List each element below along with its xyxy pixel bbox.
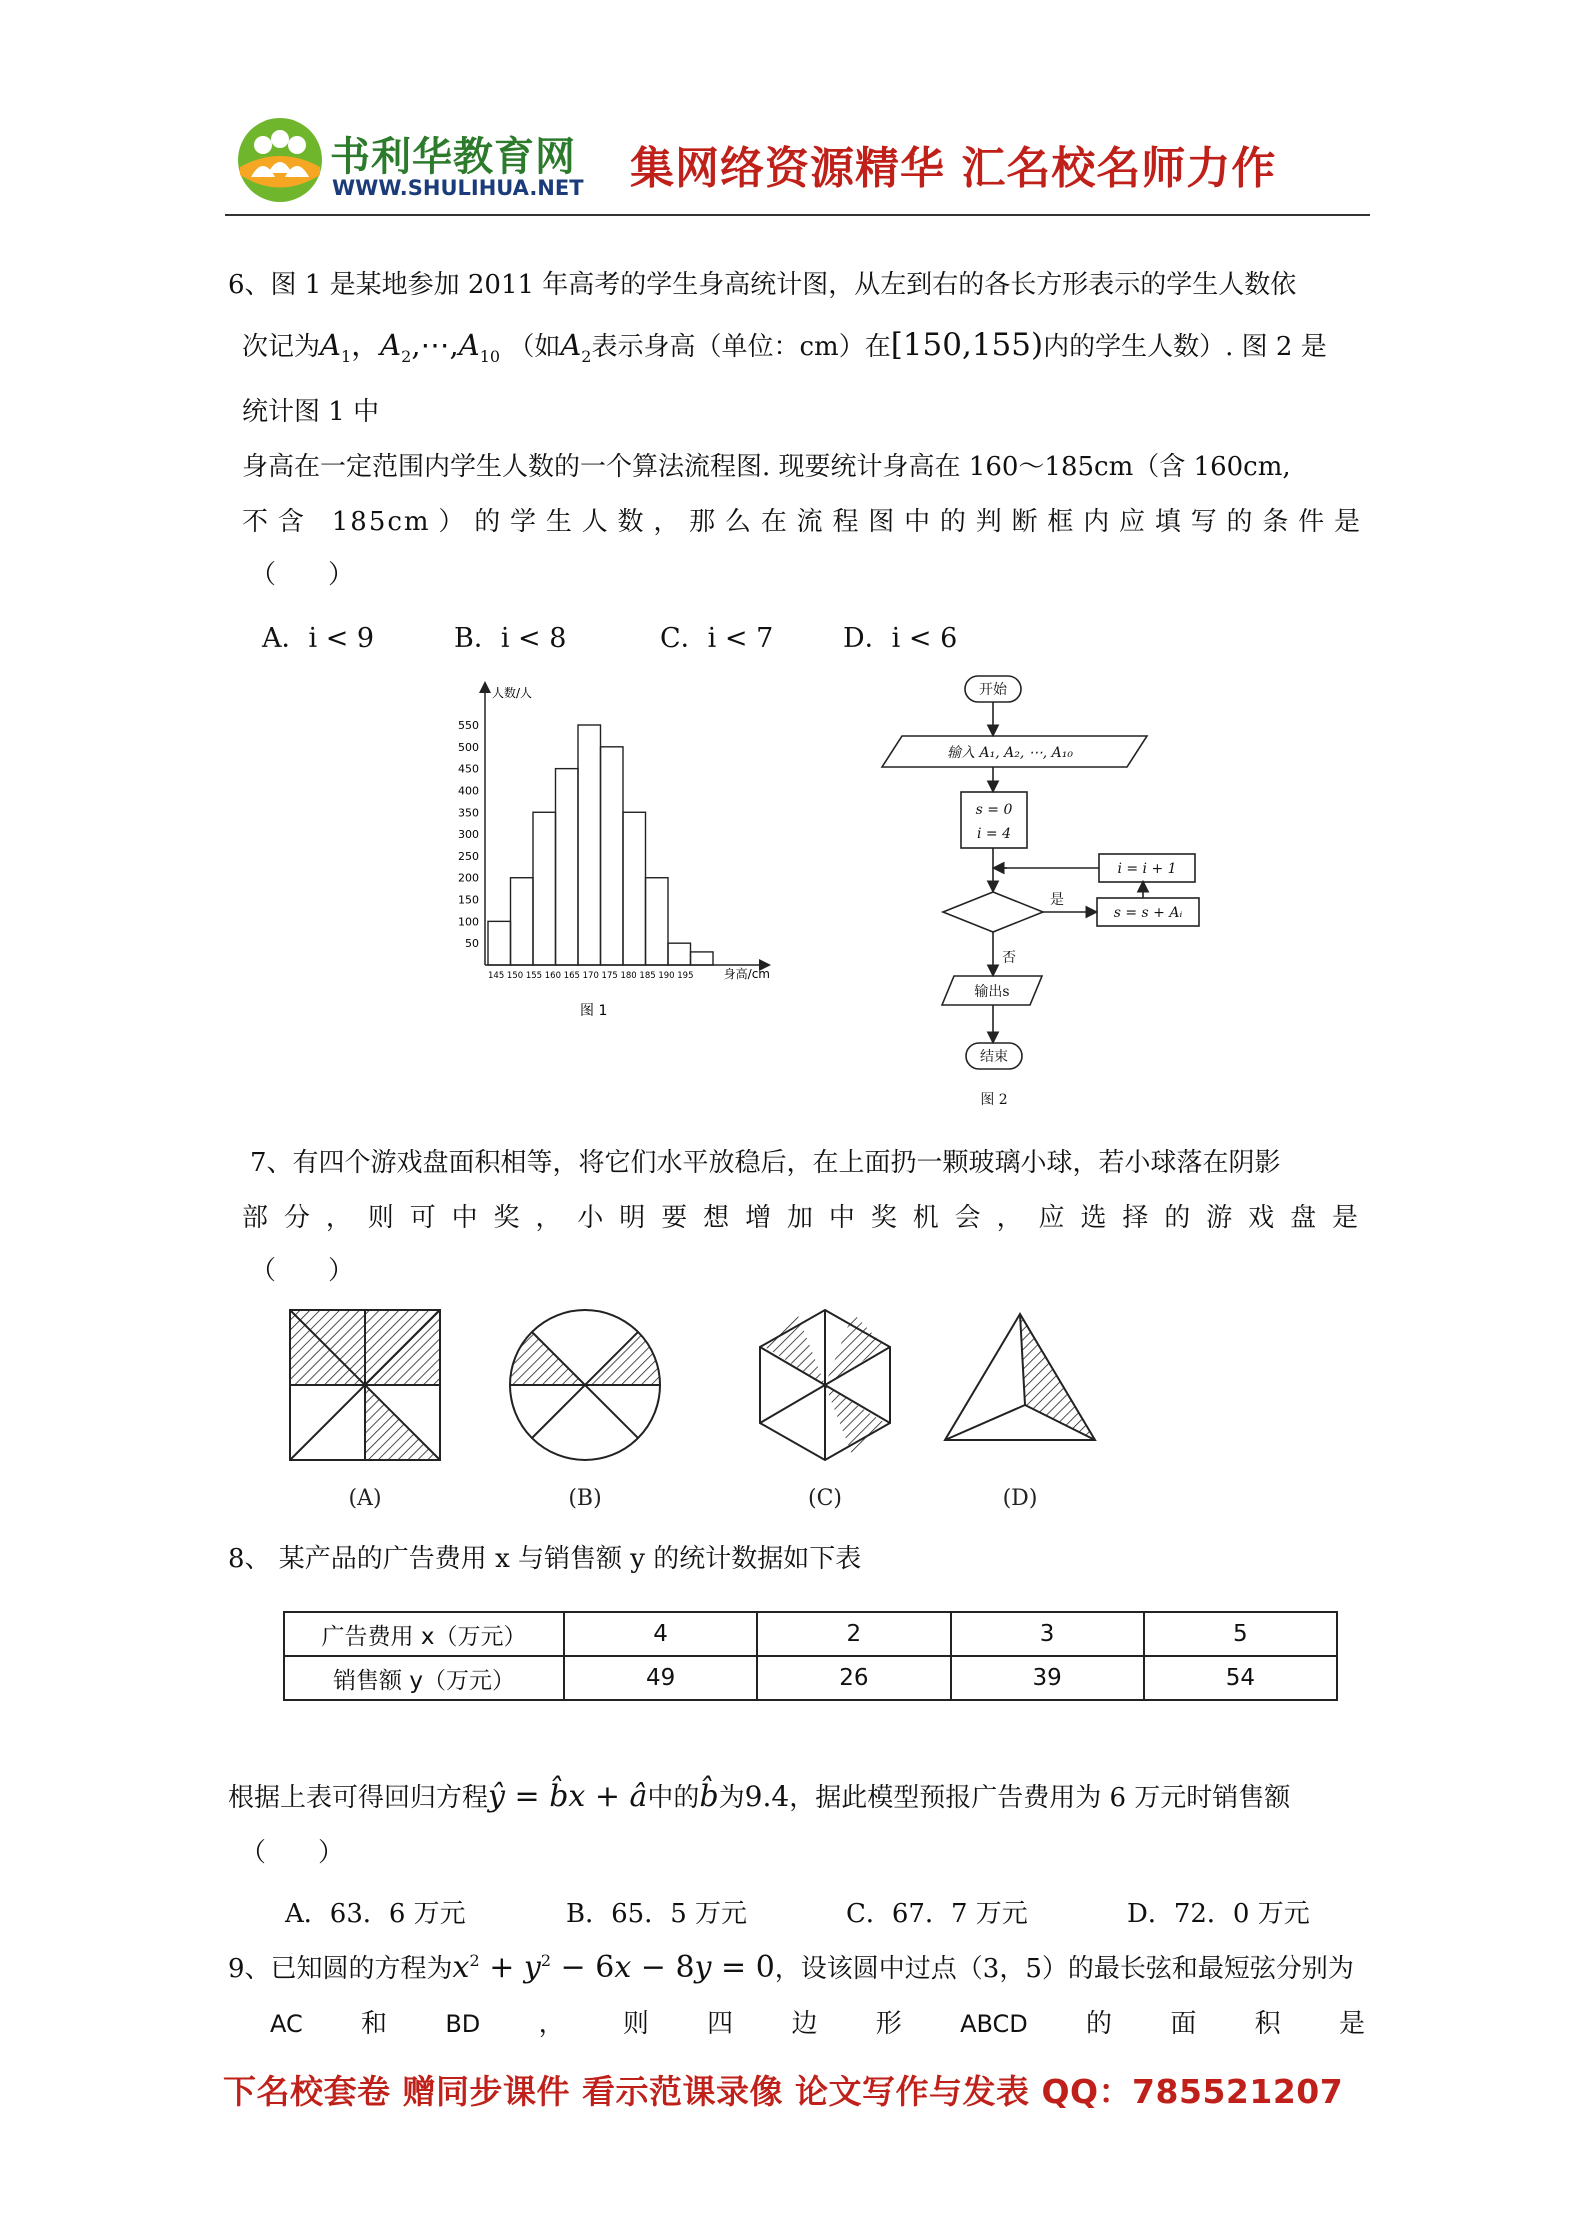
q6-line3: 统计图 1 中 bbox=[242, 397, 380, 427]
figure1-caption: 图 1 bbox=[580, 1003, 608, 1019]
table-cell: 3 bbox=[951, 1612, 1144, 1656]
flow-update-i-text: i = i + 1 bbox=[1117, 861, 1177, 877]
site-url: WWW.SHULIHUA.NET bbox=[332, 176, 584, 200]
y-tick-label: 350 bbox=[458, 806, 479, 820]
table-cell: 49 bbox=[564, 1656, 757, 1700]
histogram-bar bbox=[691, 952, 714, 965]
figure1-histogram bbox=[440, 675, 780, 1035]
y-tick-label: 300 bbox=[458, 828, 479, 842]
flow-no-label: 否 bbox=[1002, 950, 1016, 966]
y-tick-label: 100 bbox=[458, 915, 479, 929]
flow-output-text: 输出s bbox=[974, 984, 1010, 1000]
header-divider bbox=[225, 214, 1370, 216]
q6-line4: 身高在一定范围内学生人数的一个算法流程图. 现要统计身高在 160～185cm（含 160cm, bbox=[242, 452, 1291, 482]
x-axis-label: 身高/cm bbox=[723, 967, 770, 981]
q8-answer-paren: （ ） bbox=[240, 1838, 345, 1868]
y-tick-label: 550 bbox=[458, 719, 479, 732]
site-name: 书利华教育网 bbox=[330, 134, 576, 180]
histogram-bar bbox=[533, 812, 556, 965]
table-cell: 26 bbox=[757, 1656, 950, 1700]
y-tick-label: 400 bbox=[458, 784, 479, 798]
figure2-caption: 图 2 bbox=[980, 1092, 1008, 1108]
histogram-bar bbox=[668, 943, 691, 965]
q9-line2: AC 和 BD ， 则 四 边 形 ABCD 的 面 积 是 bbox=[270, 2009, 1365, 2039]
q6-option-d: D．i < 6 bbox=[843, 623, 958, 654]
table-cell: 39 bbox=[951, 1656, 1144, 1700]
table-cell: 2 bbox=[757, 1612, 950, 1656]
histogram-bar bbox=[511, 878, 534, 965]
histogram-bar bbox=[601, 747, 624, 965]
q8-option-d: D．72．0 万元 bbox=[1127, 1899, 1310, 1929]
y-axis-label: 人数/人 bbox=[492, 686, 533, 700]
q6-option-c: C．i < 7 bbox=[660, 623, 774, 654]
q8-regression-text: 根据上表可得回归方程ŷ = b̂x + â中的b̂为9.4，据此模型预报广告费用为 6 万元时销售额 bbox=[228, 1779, 1291, 1814]
q6-answer-paren: （ ） bbox=[250, 560, 355, 590]
q6-line1: 6、图 1 是某地参加 2011 年高考的学生身高统计图，从左到右的各长方形表示的学生人数依 bbox=[228, 270, 1297, 300]
q7-line2: 部分，则可中奖，小明要想增加中奖机会，应选择的游戏盘是 bbox=[242, 1203, 1362, 1233]
q7-answer-paren: （ ） bbox=[250, 1256, 355, 1286]
header-slogan: 集网络资源精华 汇名校名师力作 bbox=[630, 143, 1277, 194]
y-tick-label: 50 bbox=[465, 937, 479, 951]
y-tick-label: 450 bbox=[458, 762, 479, 776]
table-cell: 54 bbox=[1144, 1656, 1337, 1700]
game-boards-figure bbox=[280, 1300, 1140, 1520]
flow-update-s-text: s = s + Aᵢ bbox=[1113, 905, 1183, 921]
y-tick-label: 500 bbox=[458, 740, 479, 754]
q8-option-b: B．65．5 万元 bbox=[566, 1899, 747, 1929]
flow-input-text: 输入 A₁, A₂, ⋯, A₁₀ bbox=[947, 745, 1073, 761]
histogram-bar bbox=[646, 878, 669, 965]
board-c bbox=[760, 1310, 890, 1460]
q8-line1: 8、 某产品的广告费用 x 与销售额 y 的统计数据如下表 bbox=[228, 1544, 862, 1574]
footer-ad-banner: 下名校套卷 赠同步课件 看示范课录像 论文写作与发表 QQ：785521207 bbox=[223, 2072, 1344, 2111]
x-tick-labels: 145 150 155 160 165 170 175 180 185 190 195 bbox=[488, 971, 694, 981]
q6-line5: 不含 185cm）的学生人数，那么在流程图中的判断框内应填写的条件是 bbox=[242, 507, 1362, 537]
board-d bbox=[945, 1314, 1095, 1440]
table-row bbox=[284, 1656, 1337, 1700]
y-tick-label: 150 bbox=[458, 893, 479, 907]
q7-line1: 7、有四个游戏盘面积相等，将它们水平放稳后，在上面扔一颗玻璃小球，若小球落在阴影 bbox=[250, 1148, 1281, 1178]
board-b bbox=[510, 1310, 660, 1460]
board-d-label: (D) bbox=[1002, 1486, 1038, 1511]
flow-end-text: 结束 bbox=[980, 1049, 1008, 1065]
board-a-label: (A) bbox=[348, 1486, 382, 1511]
flow-decision bbox=[943, 892, 1043, 932]
y-tick-label: 200 bbox=[458, 871, 479, 885]
histogram-bar bbox=[578, 725, 601, 965]
q8-option-c: C．67．7 万元 bbox=[846, 1899, 1028, 1929]
q8-option-a: A．63．6 万元 bbox=[285, 1899, 466, 1929]
histogram-bar bbox=[623, 812, 646, 965]
histogram-bar bbox=[556, 769, 579, 965]
table-row bbox=[284, 1612, 1337, 1656]
flow-yes-label: 是 bbox=[1050, 892, 1064, 908]
table-cell: 4 bbox=[564, 1612, 757, 1656]
board-c-label: (C) bbox=[808, 1486, 842, 1511]
q9-line1: 9、已知圆的方程为$x^2 + y^2 - 6x - 8y = 0$，设该圆中过点（3，5）的最长弦和最短弦分别为 bbox=[228, 1950, 1354, 1985]
ad-sales-table bbox=[283, 1611, 1338, 1701]
board-a bbox=[290, 1310, 440, 1460]
q6-option-a: A．i < 9 bbox=[262, 623, 375, 654]
flow-init-i: i = 4 bbox=[976, 826, 1012, 842]
board-b-label: (B) bbox=[568, 1486, 602, 1511]
page-header bbox=[225, 110, 1370, 220]
q6-option-b: B．i < 8 bbox=[454, 623, 567, 654]
table-cell: 5 bbox=[1144, 1612, 1337, 1656]
y-tick-label: 250 bbox=[458, 849, 479, 863]
table-cell: 销售额 y（万元） bbox=[284, 1656, 564, 1700]
site-logo-icon bbox=[235, 115, 325, 205]
flow-init-s: s = 0 bbox=[975, 802, 1013, 818]
flow-start-text: 开始 bbox=[979, 682, 1007, 698]
q6-line2: 次记为$A_1$，$A_2,\cdots,A_{10}$ （如$A_2$表示身高（单位：cm）在[150,155)内的学生人数）. 图 2 是 bbox=[242, 327, 1327, 366]
histogram-bar bbox=[488, 921, 511, 965]
table-cell: 广告费用 x（万元） bbox=[284, 1612, 564, 1656]
figure2-flowchart bbox=[862, 672, 1207, 1117]
